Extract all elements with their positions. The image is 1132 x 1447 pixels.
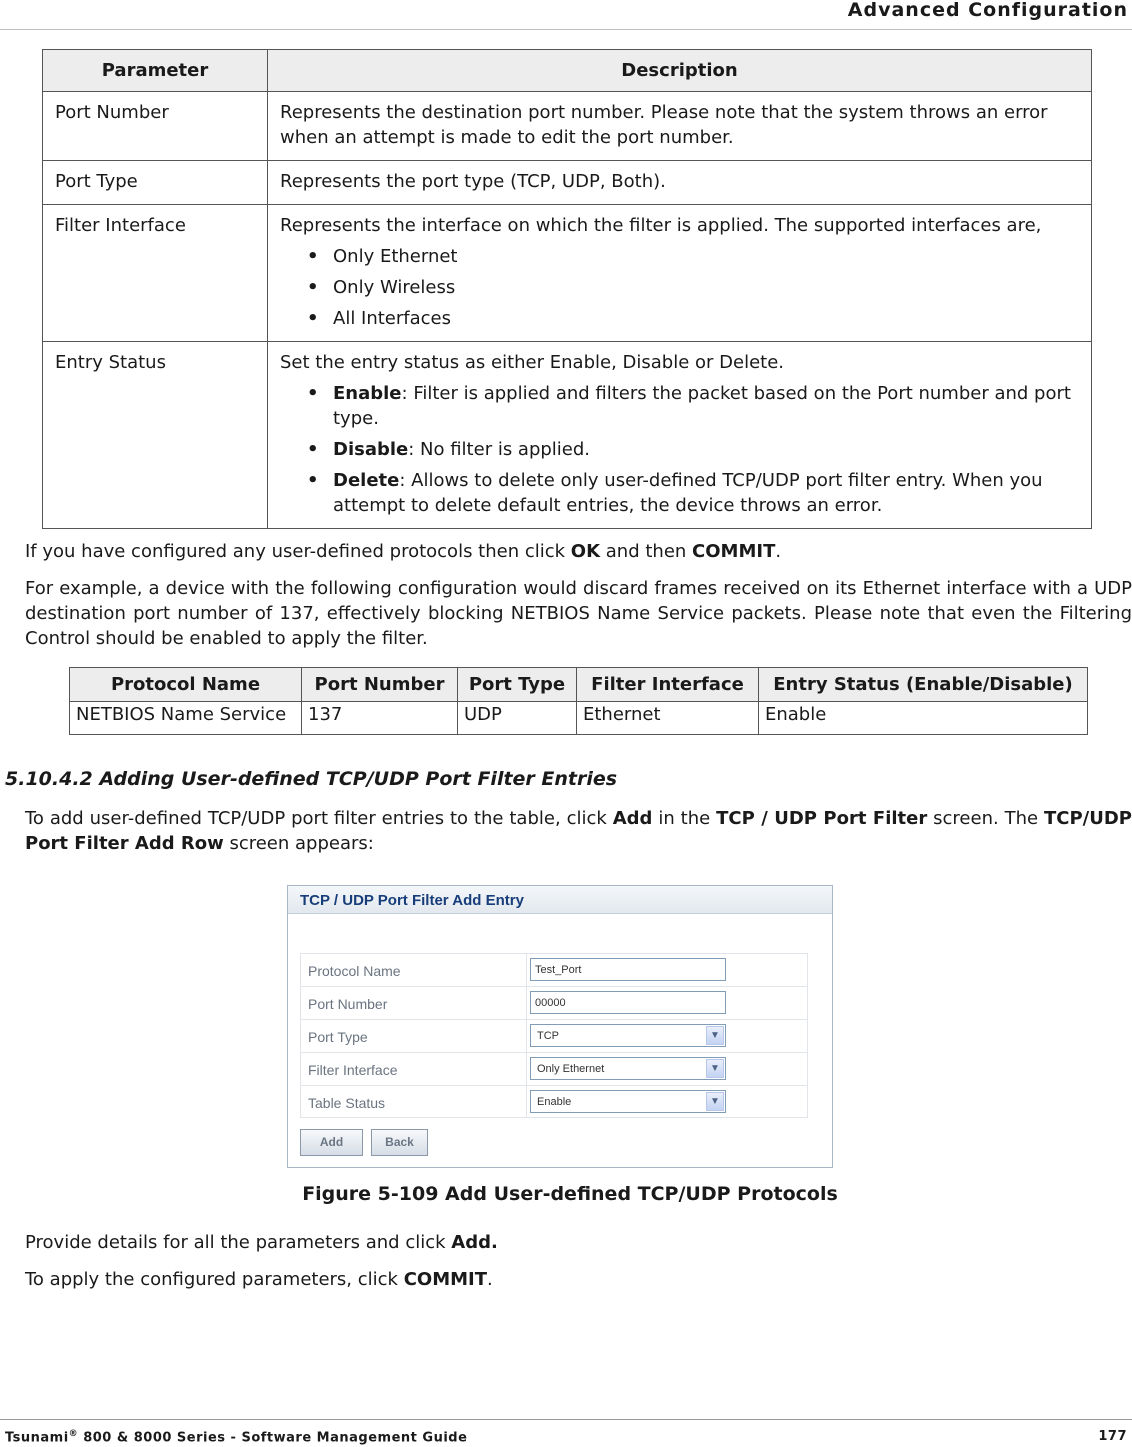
- param-description: Set the entry status as either Enable, Disable or Delete.: [280, 352, 784, 373]
- bullet-text: : Allows to delete only user-defined TCP/UDP port filter entry. When you attempt to delete default entries, the device throws an error.: [333, 470, 1043, 516]
- table-cell: Enable: [759, 702, 1088, 735]
- bullet-list: [280, 244, 1079, 331]
- running-header: [0, 0, 1132, 30]
- param-description: Represents the port type (TCP, UDP, Both).: [268, 161, 1092, 205]
- column-header: Filter Interface: [577, 668, 759, 702]
- figure-caption: Figure 5-109 Add User-defined TCP/UDP Protocols: [302, 1183, 838, 1205]
- add-entry-screenshot: [287, 885, 833, 1168]
- table-row: [43, 342, 1092, 529]
- table-row: [43, 161, 1092, 205]
- field-label: Port Type: [301, 1020, 527, 1052]
- column-header: Port Type: [458, 668, 577, 702]
- bullet-term: Delete: [333, 470, 400, 491]
- form-row-port-type: [300, 1019, 808, 1052]
- list-item: [280, 381, 1079, 431]
- footer-guide-title: Tsunami® 800 & 8000 Series - Software Management Guide: [5, 1429, 468, 1446]
- bullet-text: : No filter is applied.: [408, 439, 591, 460]
- protocol-name-input[interactable]: Test_Port: [530, 958, 726, 981]
- form: [300, 953, 808, 1118]
- page-footer: [0, 1419, 1132, 1447]
- table-header-row: [43, 50, 1092, 92]
- add-instruction: To add user-defined TCP/UDP port filter entries to the table, click Add in the TCP / UDP Port Filter screen. The TCP/UDP Port Filter Add Row screen appears:: [25, 808, 1132, 854]
- panel-title: TCP / UDP Port Filter Add Entry: [288, 886, 832, 914]
- add-button[interactable]: Add: [300, 1129, 363, 1156]
- example-table: [69, 667, 1088, 735]
- header-description: Description: [268, 50, 1092, 92]
- column-header: Protocol Name: [70, 668, 302, 702]
- list-item: [280, 468, 1079, 518]
- column-header: Entry Status (Enable/Disable): [759, 668, 1088, 702]
- filter-interface-select[interactable]: [530, 1057, 726, 1080]
- bullet-term: Disable: [333, 439, 409, 460]
- form-row-protocol-name: [300, 953, 808, 986]
- table-row: [70, 702, 1088, 735]
- field-label: Protocol Name: [301, 954, 527, 986]
- param-description-cell: [268, 205, 1092, 342]
- table-status-select[interactable]: [530, 1090, 726, 1113]
- page-number: 177: [1098, 1429, 1127, 1444]
- header-parameter: Parameter: [43, 50, 268, 92]
- field-label: Port Number: [301, 987, 527, 1019]
- param-name: Port Number: [43, 92, 268, 161]
- back-button[interactable]: Back: [371, 1129, 428, 1156]
- form-row-port-number: [300, 986, 808, 1019]
- param-name: Entry Status: [43, 342, 268, 529]
- chevron-down-icon[interactable]: ▼: [706, 1092, 724, 1111]
- section-heading: 5.10.4.2 Adding User-defined TCP/UDP Port Filter Entries: [5, 768, 618, 790]
- chevron-down-icon[interactable]: ▼: [706, 1059, 724, 1078]
- list-item: • Only Wireless: [280, 275, 1079, 300]
- commit-parameters-instruction: To apply the configured parameters, click COMMIT.: [25, 1269, 493, 1290]
- param-description: Represents the interface on which the filter is applied. The supported interfaces are,: [280, 215, 1042, 236]
- param-description: Represents the destination port number. Please note that the system throws an error when an attempt is made to edit the port number.: [268, 92, 1092, 161]
- table-row: [43, 92, 1092, 161]
- list-item: • All Interfaces: [280, 306, 1079, 331]
- param-name: Filter Interface: [43, 205, 268, 342]
- bullet-text: : Filter is applied and filters the packet based on the Port number and port type.: [333, 383, 1071, 429]
- chapter-title: Advanced Configuration: [847, 0, 1128, 21]
- table-cell: 137: [302, 702, 458, 735]
- selected-value: Enable: [537, 1096, 572, 1108]
- column-header: Port Number: [302, 668, 458, 702]
- bullet-term: Enable: [333, 383, 402, 404]
- parameter-table: [42, 49, 1092, 529]
- example-paragraph: For example, a device with the following configuration would discard frames received on its Ethernet interface with a UDP destination port number of 137, effectively blocking NETBIOS Name Service packets. Please note that even the Filtering Control should be enabled to apply the filter.: [25, 578, 1132, 649]
- commit-instruction: If you have configured any user-defined protocols then click OK and then COMMIT.: [25, 541, 782, 562]
- table-cell: UDP: [458, 702, 577, 735]
- table-cell: Ethernet: [577, 702, 759, 735]
- list-item: • Only Ethernet: [280, 244, 1079, 269]
- port-type-select[interactable]: [530, 1024, 726, 1047]
- add-parameters-instruction: Provide details for all the parameters and click Add.: [25, 1232, 498, 1253]
- bullet-list: [280, 381, 1079, 518]
- param-name: Port Type: [43, 161, 268, 205]
- table-header-row: [70, 668, 1088, 702]
- form-row-filter-interface: [300, 1052, 808, 1085]
- table-cell: NETBIOS Name Service: [70, 702, 302, 735]
- list-item: [280, 437, 1079, 462]
- field-label: Table Status: [301, 1086, 527, 1117]
- chevron-down-icon[interactable]: ▼: [706, 1026, 724, 1045]
- selected-value: Only Ethernet: [537, 1063, 605, 1075]
- table-row: [43, 205, 1092, 342]
- port-number-input[interactable]: 00000: [530, 991, 726, 1014]
- form-row-table-status: [300, 1085, 808, 1118]
- selected-value: TCP: [537, 1030, 559, 1042]
- field-label: Filter Interface: [301, 1053, 527, 1085]
- param-description-cell: [268, 342, 1092, 529]
